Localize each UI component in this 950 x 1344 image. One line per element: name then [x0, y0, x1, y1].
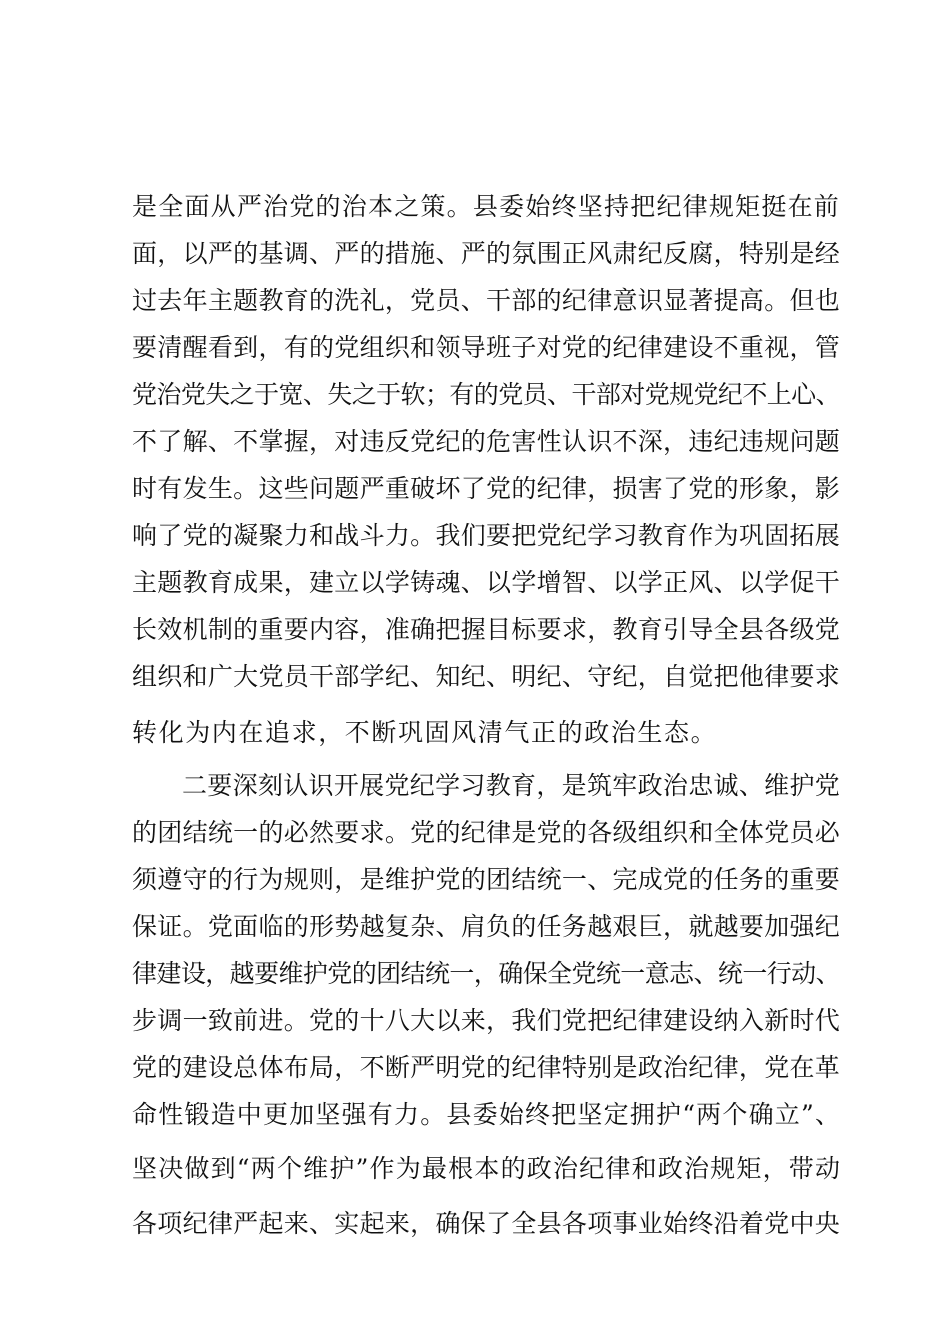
paragraph-2-line-10: 各项纪律严起来、实起来，确保了全县各项事业始终沿着党中央	[132, 1209, 840, 1238]
paragraph-1-line-9: 主题教育成果，建立以学铸魂、以学增智、以学正风、以学促干	[132, 568, 840, 597]
paragraph-2-line-6: 步调一致前进。党的十八大以来，我们党把纪律建设纳入新时代	[132, 1006, 840, 1035]
paragraph-2-line-5: 律建设，越要维护党的团结统一，确保全党统一意志、统一行动、	[132, 959, 840, 988]
paragraph-1-line-11: 组织和广大党员干部学纪、知纪、明纪、守纪，自觉把他律要求	[132, 662, 840, 691]
paragraph-1-line-12: 转化为内在追求，不断巩固风清气正的政治生态。	[132, 718, 718, 747]
paragraph-1-line-10: 长效机制的重要内容，准确把握目标要求，教育引导全县各级党	[132, 615, 840, 644]
paragraph-2-line-1: 二要深刻认识开展党纪学习教育，是筑牢政治忠诚、维护党	[182, 771, 840, 800]
paragraph-1-line-6: 不了解、不掌握，对违反党纪的危害性认识不深，违纪违规问题	[132, 427, 840, 456]
paragraph-2-line-9: 坚决做到“两个维护”作为最根本的政治纪律和政治规矩，带动	[132, 1154, 842, 1183]
paragraph-2-line-4: 保证。党面临的形势越复杂、肩负的任务越艰巨，就越要加强纪	[132, 912, 840, 941]
paragraph-2-line-8: 命性锻造中更加坚强有力。县委始终把坚定拥护“两个确立”、	[132, 1100, 842, 1129]
paragraph-2-line-3: 须遵守的行为规则，是维护党的团结统一、完成党的任务的重要	[132, 865, 840, 894]
paragraph-2-line-7: 党的建设总体布局，不断严明党的纪律特别是政治纪律，党在革	[132, 1053, 840, 1082]
paragraph-1-line-3: 过去年主题教育的洗礼，党员、干部的纪律意识显著提高。但也	[132, 286, 840, 315]
paragraph-1-line-8: 响了党的凝聚力和战斗力。我们要把党纪学习教育作为巩固拓展	[132, 521, 840, 550]
paragraph-1-line-2: 面，以严的基调、严的措施、严的氛围正风肃纪反腐，特别是经	[132, 239, 840, 268]
paragraph-1-line-5: 党治党失之于宽、失之于软；有的党员、干部对党规党纪不上心、	[132, 380, 840, 409]
paragraph-2-line-2: 的团结统一的必然要求。党的纪律是党的各级组织和全体党员必	[132, 818, 840, 847]
paragraph-1-line-4: 要清醒看到，有的党组织和领导班子对党的纪律建设不重视，管	[132, 333, 840, 362]
paragraph-1-line-7: 时有发生。这些问题严重破坏了党的纪律，损害了党的形象，影	[132, 474, 840, 503]
paragraph-1-line-1: 是全面从严治党的治本之策。县委始终坚持把纪律规矩挺在前	[132, 192, 840, 221]
